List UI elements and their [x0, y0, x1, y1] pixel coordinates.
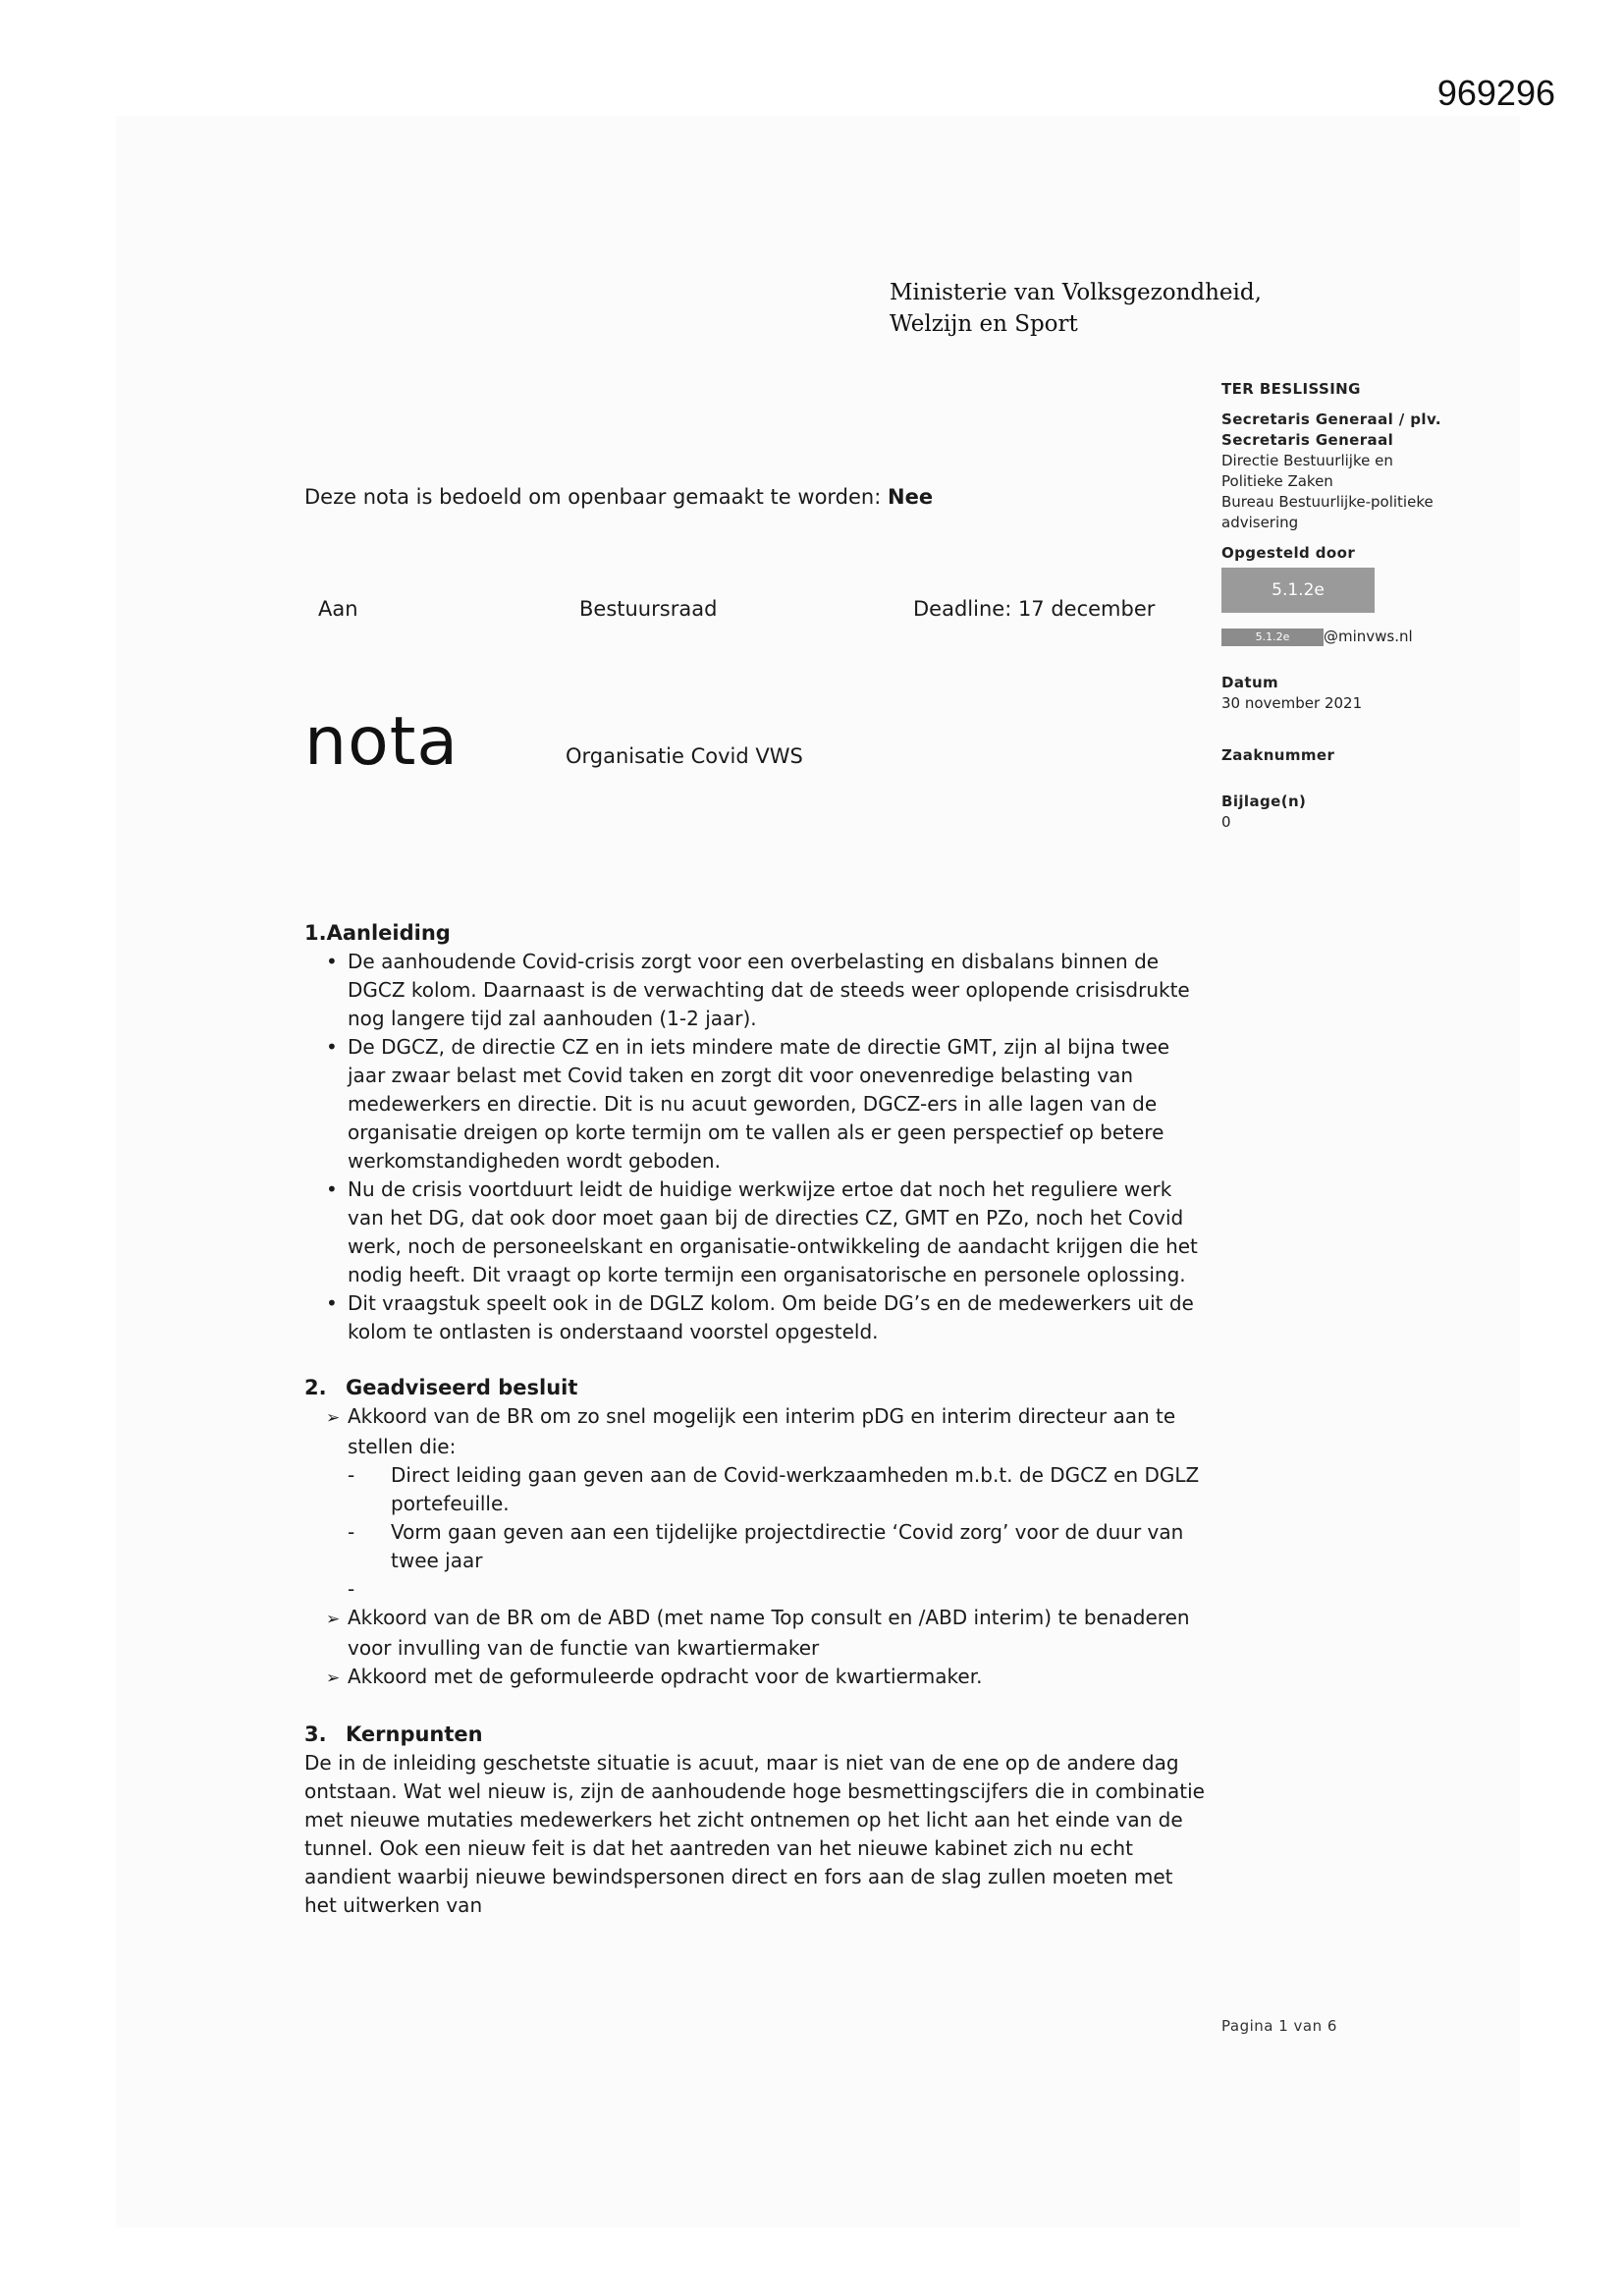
recipient-line-2: Secretaris Generaal: [1221, 431, 1394, 449]
dash-icon: -: [348, 1520, 355, 1544]
section-kernpunten: [304, 1721, 1208, 1920]
author-email: [1221, 627, 1496, 647]
list-item: ➢ Akkoord met de geformuleerde opdracht voor de kwartiermaker.: [304, 1663, 1208, 1693]
section-heading: 2. Geadviseerd besluit: [304, 1376, 578, 1399]
list-item: - Direct leiding gaan geven aan de Covid-werkzaamheden m.b.t. de DGCZ en DGLZ portefeuille.: [348, 1463, 1200, 1515]
deadline: Deadline: 17 december: [913, 597, 1156, 621]
bullet-icon: •: [326, 1291, 338, 1315]
publication-answer: Nee: [888, 485, 934, 509]
author-redaction: 5.1.2e: [1221, 568, 1375, 613]
dash-icon: -: [348, 1463, 355, 1487]
publication-note: [304, 485, 933, 509]
to-label: Aan: [318, 597, 358, 621]
department-line-4: advisering: [1221, 514, 1299, 531]
section-aanleiding: [304, 919, 1208, 1346]
list-item: ➢ Akkoord van de BR om de ABD (met name Top consult en /ABD interim) te benaderen voor invulling van de functie van kwartiermaker: [326, 1606, 1190, 1660]
attachments-label: Bijlage(n): [1221, 793, 1307, 810]
department-line-2: Politieke Zaken: [1221, 472, 1333, 490]
list-item: • Nu de crisis voortduurt leidt de huidige werkwijze ertoe dat noch het reguliere werk van het DG, dat ook door moet gaan bij de directies CZ, GMT en PZo, noch het Covid werk, noch de personeelskant en organisatie-ontwikkeling de aandacht krijgen die het nodig heeft. Dit vraagt op korte termijn een organisatorische en personele oplossing.: [326, 1177, 1198, 1286]
department-line-1: Directie Bestuurlijke en: [1221, 452, 1393, 469]
decision-list: [304, 1402, 1208, 1461]
document-number: 969296: [1436, 73, 1555, 113]
publication-question: Deze nota is bedoeld om openbaar gemaakt te worden:: [304, 485, 882, 509]
case-number-label: Zaaknummer: [1221, 746, 1335, 764]
list-item: • De DGCZ, de directie CZ en in iets mindere mate de directie GMT, zijn al bijna twee jaar zwaar belast met Covid taken en zorgt dit voor onevenredige belasting van medewerkers en directie. Dit is nu acuut geworden, DGCZ-ers in alle lagen van de organisatie dreigen op korte termijn om te vallen als er geen perspectief op betere werkomstandigheden wordt geboden.: [326, 1035, 1170, 1173]
list-item: ➢ Akkoord van de BR om zo snel mogelijk een interim pDG en interim directeur aan te stellen die:: [326, 1404, 1176, 1458]
ministry-line-2: Welzijn en Sport: [890, 311, 1078, 337]
date-label: Datum: [1221, 674, 1279, 691]
ministry-logo-text: [890, 277, 1262, 340]
list-item: • De aanhoudende Covid-crisis zorgt voor een overbelasting en disbalans binnen de DGCZ kolom. Daarnaast is de verwachting dat de steeds weer oplopende crisisdrukte nog langere tijd zal aanhouden (1-2 jaar).: [326, 950, 1190, 1030]
section-heading: 1.Aanleiding: [304, 921, 451, 945]
to-value: Bestuursraad: [579, 597, 718, 621]
metadata-sidebar: [1221, 379, 1496, 833]
arrow-icon: ➢: [326, 1610, 341, 1629]
page-number: Pagina 1 van 6: [1221, 2017, 1337, 2035]
recipient-line-1: Secretaris Generaal / plv.: [1221, 410, 1441, 428]
document-body: [304, 919, 1208, 1947]
bullet-icon: •: [326, 950, 338, 973]
email-redaction: 5.1.2e: [1221, 629, 1324, 646]
department-line-3: Bureau Bestuurlijke-politieke: [1221, 493, 1434, 511]
decision-list: [304, 1604, 1208, 1693]
list-item: • Dit vraagstuk speelt ook in de DGLZ kolom. Om beide DG’s en de medewerkers uit de kolom te ontlasten is onderstaand voorstel opgesteld.: [326, 1291, 1194, 1343]
bullet-icon: •: [326, 1035, 338, 1059]
author-label: Opgesteld door: [1221, 544, 1356, 562]
bullet-icon: •: [326, 1177, 338, 1201]
section-geadviseerd-besluit: [304, 1374, 1208, 1693]
email-domain: @minvws.nl: [1324, 628, 1413, 645]
section-heading: 3. Kernpunten: [304, 1722, 483, 1746]
paragraph: De in de inleiding geschetste situatie is acuut, maar is niet van de ene op de andere dag ontstaan. Wat wel nieuw is, zijn de aanhoudende hoge besmettingscijfers die in combinatie met nieuwe mutaties medewerkers het zicht ontnemen op het licht aan het einde van de tunnel. Ook een nieuw feit is dat het aantreden van het nieuwe kabinet zich nu echt aandient waarbij nieuwe bewindspersonen direct en fors aan de slag zullen moeten met het uitwerken van: [304, 1751, 1205, 1917]
decision-label: TER BESLISSING: [1221, 380, 1361, 398]
attachments-value: 0: [1221, 813, 1231, 831]
arrow-icon: ➢: [326, 1408, 341, 1428]
empty-dash: -: [348, 1577, 355, 1601]
ministry-line-1: Ministerie van Volksgezondheid,: [890, 280, 1262, 305]
document-subject: Organisatie Covid VWS: [566, 744, 803, 768]
document-type-title: nota: [304, 703, 460, 781]
sub-list: [304, 1461, 1208, 1575]
list-item: - Vorm gaan geven aan een tijdelijke projectdirectie ‘Covid zorg’ voor de duur van twee jaar: [348, 1520, 1184, 1572]
bullet-list: [304, 948, 1208, 1346]
date-value: 30 november 2021: [1221, 694, 1363, 712]
arrow-icon: ➢: [326, 1668, 341, 1688]
